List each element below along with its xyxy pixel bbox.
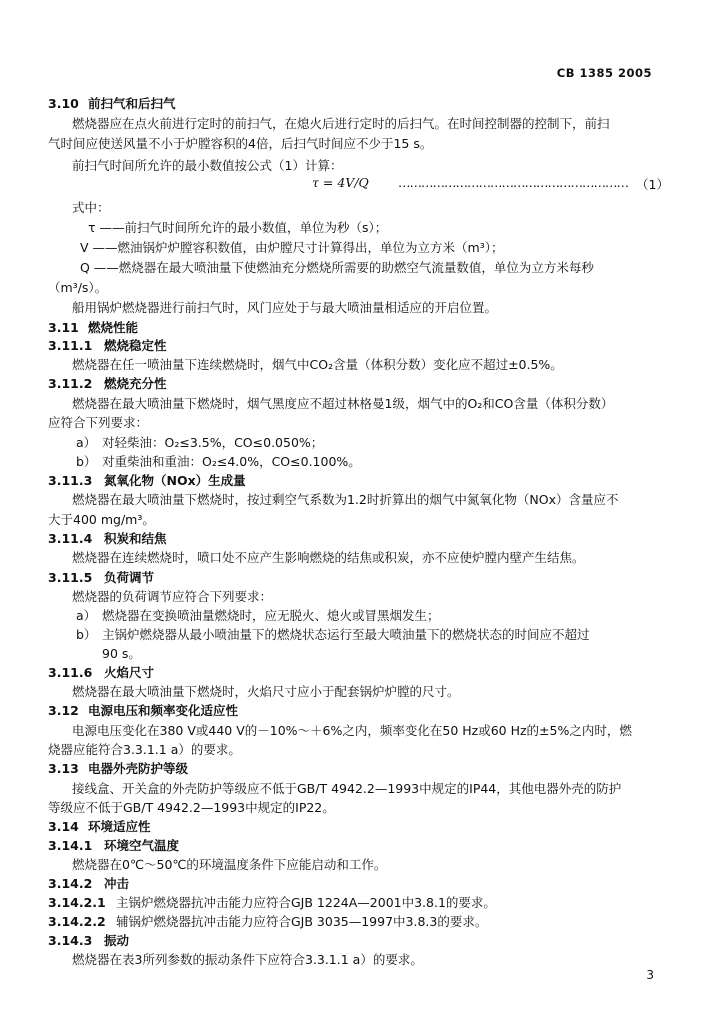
section-number: 3.11.5 [48,570,93,585]
list-item [76,606,710,626]
paragraph-line: 燃烧器的负荷调节应符合下列要求： [72,589,273,604]
clause-text: 主锅炉燃烧器抗冲击能力应符合GJB 1224A—2001中3.8.1的要求。 [116,895,496,910]
section-3-14-1-heading [48,836,710,856]
definition-q-unit: （m³/s）。 [48,280,108,295]
page-number: 3 [646,968,654,982]
section-title: 负荷调节 [104,570,155,585]
list-marker: a） [76,608,97,623]
list-item [76,452,710,472]
list-text: 燃烧器在变换喷油量燃烧时，应无脱火、熄火或冒黑烟发生； [102,608,440,623]
section-title: 环境空气温度 [104,838,180,853]
section-title: 电器外壳防护等级 [88,761,189,776]
section-title: 冲击 [104,876,130,891]
list-item [76,625,710,645]
section-3-10-heading [48,94,710,114]
section-title: 燃烧稳定性 [104,338,167,353]
section-number: 3.10 [48,96,79,111]
paragraph-line: 烧器应能符合3.3.1.1 a）的要求。 [48,742,241,757]
formula-number: （1） [636,177,669,192]
section-3-14-2-heading [48,874,710,894]
paragraph-line: 燃烧器在任一喷油量下连续燃烧时，烟气中CO₂含量（体积分数）变化应不超过±0.5%。 [72,357,563,372]
list-text: 对轻柴油：O₂≤3.5%，CO≤0.050%； [102,435,324,450]
section-3-14-3-heading [48,931,710,951]
list-marker: b） [76,454,97,469]
clause-3-14-2-2 [48,912,710,932]
section-3-14-heading [48,817,710,837]
paragraph-line: 等级应不低于GB/T 4942.2—1993中规定的IP22。 [48,800,335,815]
paragraph-line: 燃烧器在连续燃烧时，喷口处不应产生影响燃烧的结焦或积炭，亦不应使炉膛内壁产生结焦。 [72,550,585,565]
wherein-label: 式中： [72,200,110,215]
section-3-11-heading [48,318,710,338]
section-title: 电源电压和频率变化适应性 [88,703,239,718]
paragraph-line: 应符合下列要求： [48,415,149,430]
section-3-11-3-heading [48,471,710,491]
section-number: 3.14 [48,819,79,834]
list-item-continuation: 90 s。 [102,646,141,661]
section-number: 3.11.1 [48,338,93,353]
section-title: 环境适应性 [88,819,151,834]
section-title: 燃烧充分性 [104,376,167,391]
section-3-11-1-heading [48,336,710,356]
paragraph-line: 燃烧器在0℃～50℃的环境温度条件下应能启动和工作。 [72,857,387,872]
section-number: 3.13 [48,761,79,776]
section-3-11-6-heading [48,663,710,683]
paragraph-line: 前扫气时间所允许的最小数值按公式（1）计算： [72,158,343,173]
section-title: 前扫气和后扫气 [88,96,176,111]
paragraph-line: 接线盒、开关盒的外壳防护等级应不低于GB/T 4942.2—1993中规定的IP44，其他电器外壳的防护 [72,781,622,796]
list-text: 对重柴油和重油：O₂≤4.0%，CO≤0.100%。 [102,454,361,469]
section-3-11-2-heading [48,374,710,394]
section-number: 3.11.6 [48,665,93,680]
paragraph-line: 燃烧器应在点火前进行定时的前扫气，在熄火后进行定时的后扫气。在时间控制器的控制下，前扫 [72,116,610,131]
section-number: 3.14.2.2 [48,914,106,929]
paragraph-line: 气时间应使送风量不小于炉膛容积的4倍，后扫气时间应不少于15 s。 [48,136,433,151]
section-number: 3.14.3 [48,933,93,948]
section-number: 3.11.3 [48,473,93,488]
list-marker: a） [76,435,97,450]
paragraph-line: 燃烧器在最大喷油量下燃烧时，烟气黑度应不超过林格曼1级，烟气中的O₂和CO含量（体积分数） [72,396,614,411]
section-3-11-5-heading [48,568,710,588]
section-3-11-4-heading [48,529,710,549]
section-title: 积炭和结焦 [104,531,167,546]
section-title: 振动 [104,933,130,948]
paragraph-line: 船用锅炉燃烧器进行前扫气时，风门应处于与最大喷油量相适应的开启位置。 [72,300,498,315]
standard-number-header: CB 1385 2005 [556,66,652,80]
paragraph-line: 燃烧器在表3所列参数的振动条件下应符合3.3.1.1 a）的要求。 [72,952,423,967]
section-3-13-heading [48,759,710,779]
formula-leader-dots: …………………………………………………… [398,175,628,190]
definition-tau: τ ——前扫气时间所允许的最小数值，单位为秒（s）； [88,220,388,235]
paragraph-line: 燃烧器在最大喷油量下燃烧时，按过剩空气系数为1.2时折算出的烟气中氮氧化物（NOx）含量应不 [72,492,619,507]
section-number: 3.11.2 [48,376,93,391]
list-marker: b） [76,627,97,642]
section-title: 氮氧化物（NOx）生成量 [104,473,246,488]
section-number: 3.14.1 [48,838,93,853]
section-number: 3.11.4 [48,531,93,546]
clause-text: 辅锅炉燃烧器抗冲击能力应符合GJB 3035—1997中3.8.3的要求。 [116,914,488,929]
paragraph-line: 燃烧器在最大喷油量下燃烧时，火焰尺寸应小于配套锅炉炉膛的尺寸。 [72,684,460,699]
list-text: 主锅炉燃烧器从最小喷油量下的燃烧状态运行至最大喷油量下的燃烧状态的时间应不超过 [102,627,590,642]
paragraph-line: 大于400 mg/m³。 [48,512,155,527]
definition-v: V ——燃油锅炉炉膛容积数值，由炉膛尺寸计算得出，单位为立方米（m³）； [80,240,504,255]
clause-3-14-2-1 [48,893,710,913]
section-number: 3.11 [48,320,79,335]
paragraph-line: 电源电压变化在380 V或440 V的－10%～＋6%之内，频率变化在50 Hz或60 Hz的±5%之内时，燃 [72,723,632,738]
section-number: 3.14.2 [48,876,93,891]
section-number: 3.12 [48,703,79,718]
definition-q: Q ——燃烧器在最大喷油量下使燃油充分燃烧所需要的助燃空气流量数值，单位为立方米每秒 [80,260,594,275]
section-title: 火焰尺寸 [104,665,155,680]
section-title: 燃烧性能 [88,320,139,335]
section-number: 3.14.2.1 [48,895,106,910]
formula-expression: τ = 4V/Q [312,175,369,190]
section-3-12-heading [48,701,710,721]
list-item [76,433,710,453]
